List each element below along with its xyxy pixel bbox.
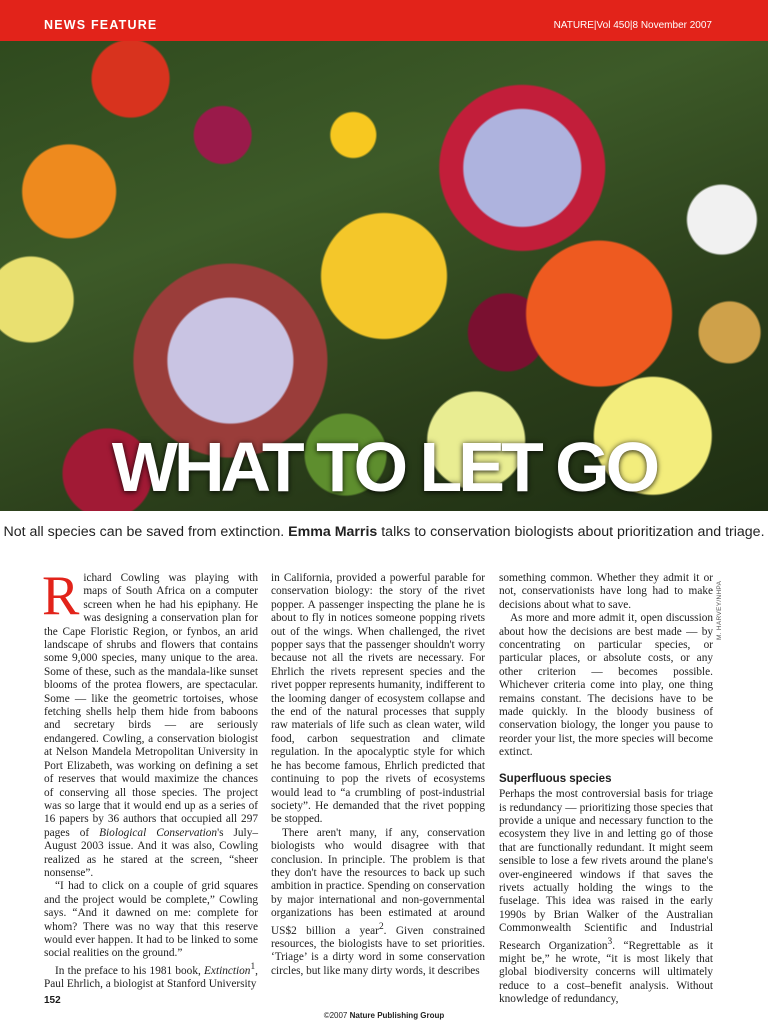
reference[interactable]: 2	[378, 921, 384, 932]
standfirst-line-1	[0, 522, 768, 542]
hero-image	[0, 41, 768, 511]
copyright: ©2007	[323, 1011, 348, 1020]
book-title: Extinction	[204, 964, 251, 977]
paragraph: Richard Cowling was playing with maps of South Africa on a computer screen when he had his epiphany. He was designing a conservation plan for the Cape Floristic Region, or fynbos, an arid landscape of shrubs and flowers that contains some 9,000 species, many unique to the area. Some of these, such as the mandala-like sunset blooms of the protea flowers, are spectacular. Some — like the geometric tortoises, whose fetching shells help them hide from baboons and secretary birds — are seriously endangered. Cowling, a conservation biologist at Nelson Mandela Metropolitan University in Port Elizabeth, was working on defining a set of reserves that would maximize the chances of conserving all those species. The project was so large that it would end up as a series of 16 papers by 36 authors that occupied all 297 pages of Biological Conservation's July–August 2003 issue. And it was also, Cowling realized as he stared at the screen, “sheer nonsense”.	[42, 565, 258, 879]
paragraph: “I had to click on a couple of grid squares and the project would be complete,” Cowling says. “And it dawned on me: complete for whom? There was no way that this reserve would ever happen. It had to be linked to some social realities on the ground.”	[44, 880, 258, 960]
publisher: Nature Publishing Group	[349, 1011, 445, 1020]
paragraph: As more and more admit it, open discussion about how the decisions are best made — by concentrating on particular species, or particular places, or absolute costs, or any other criterion — becomes possible. Whichever criteria come into play, one thing remains constant. The decisions have to be made quickly. In the bloody business of conservation biology, the longer you pause to reorder your list, the more species will become extinct.	[499, 612, 713, 759]
reference[interactable]: 3	[607, 936, 613, 947]
footer	[0, 1011, 768, 1020]
header-bar	[0, 0, 768, 41]
paragraph: something common. Whether they admit it or not, conservationists have long had to make decisions about what to save.	[499, 572, 713, 611]
standfirst-lead: Not all species can be saved from extinction.	[3, 524, 285, 540]
paragraph: There aren't many, if any, conservation biologists who would disagree with that conclusion. In principle. The problem is that they don't have the resources to back up such ambition in practice. Spending on conservation by major international and non-governmental organizations has been estimated at around US$2 billion a year$^2$. Given constrained resources, the biologists have to set priorities. ‘Triage’ is a dirty word in some conservation circles, but like many dirty words, it describes	[271, 826, 485, 977]
journal-name: Biological Conservation	[99, 826, 218, 839]
article-column-3	[499, 572, 713, 1006]
author-name: Emma Marris	[288, 524, 378, 540]
subheading: Superfluous species	[499, 772, 612, 785]
article-column-2	[271, 572, 485, 978]
standfirst-rest: talks to conservation biologists about prioritization and triage.	[381, 524, 765, 540]
photo-credit: M. HARVEY/NHPA	[716, 580, 723, 640]
paragraph: in California, provided a powerful parable for conservation biology: the story of the rivet popper. A passenger inspecting the plane he is about to fly in notices someone popping rivets out of the wings. When challenged, the rivet popper says that the passenger shouldn't worry because not all the rivets are necessary. For Ehrlich the rivets represent species and the rivet popper represents humanity, indifferent to the looming danger of ecosystem collapse and the end of the natural processes that supply raw materials of life such as clean water, wild food, carbon sequestration and climate regulation. In the apocalyptic style for which he has become famous, Ehrlich predicted that continuing to pop the rivets of ecosystems would lead to “a crumbling of post-industrial society”. He demanded that the rivet popping be stopped.	[271, 572, 485, 826]
article-title: WHAT TO LET GO	[111, 428, 657, 506]
page-number: 152	[44, 995, 61, 1006]
section-label: NEWS FEATURE	[44, 18, 158, 32]
drop-cap: R	[42, 565, 80, 627]
paragraph: In the preface to his 1981 book, Extinction$^1$, Paul Ehrlich, a biologist at Stanford University	[44, 961, 258, 990]
article-column-1	[42, 565, 258, 991]
standfirst	[0, 522, 768, 542]
paragraph: Perhaps the most controversial basis for triage is redundancy — prioritizing those species that provide a unique and necessary function to the ecosystem they live in and letting go of those that are functionally redundant. It might seem sensible to lose a few rivets around the plane's over-engineered windows if that saves the rivets actually holding the wings to the fuselage. This idea was raised in the early 1990s by Brian Walker of the Australian Commonwealth Scientific and Industrial Research Organization$^3$. “Regrettable as it might be,” he wrote, “it is most likely that global biodiversity concerns will ultimately reduce to a cost–benefit analysis. Without knowledge of redundancy,	[499, 788, 713, 1005]
issue-info: NATURE|Vol 450|8 November 2007	[553, 20, 712, 31]
reference[interactable]: 1	[250, 961, 256, 972]
